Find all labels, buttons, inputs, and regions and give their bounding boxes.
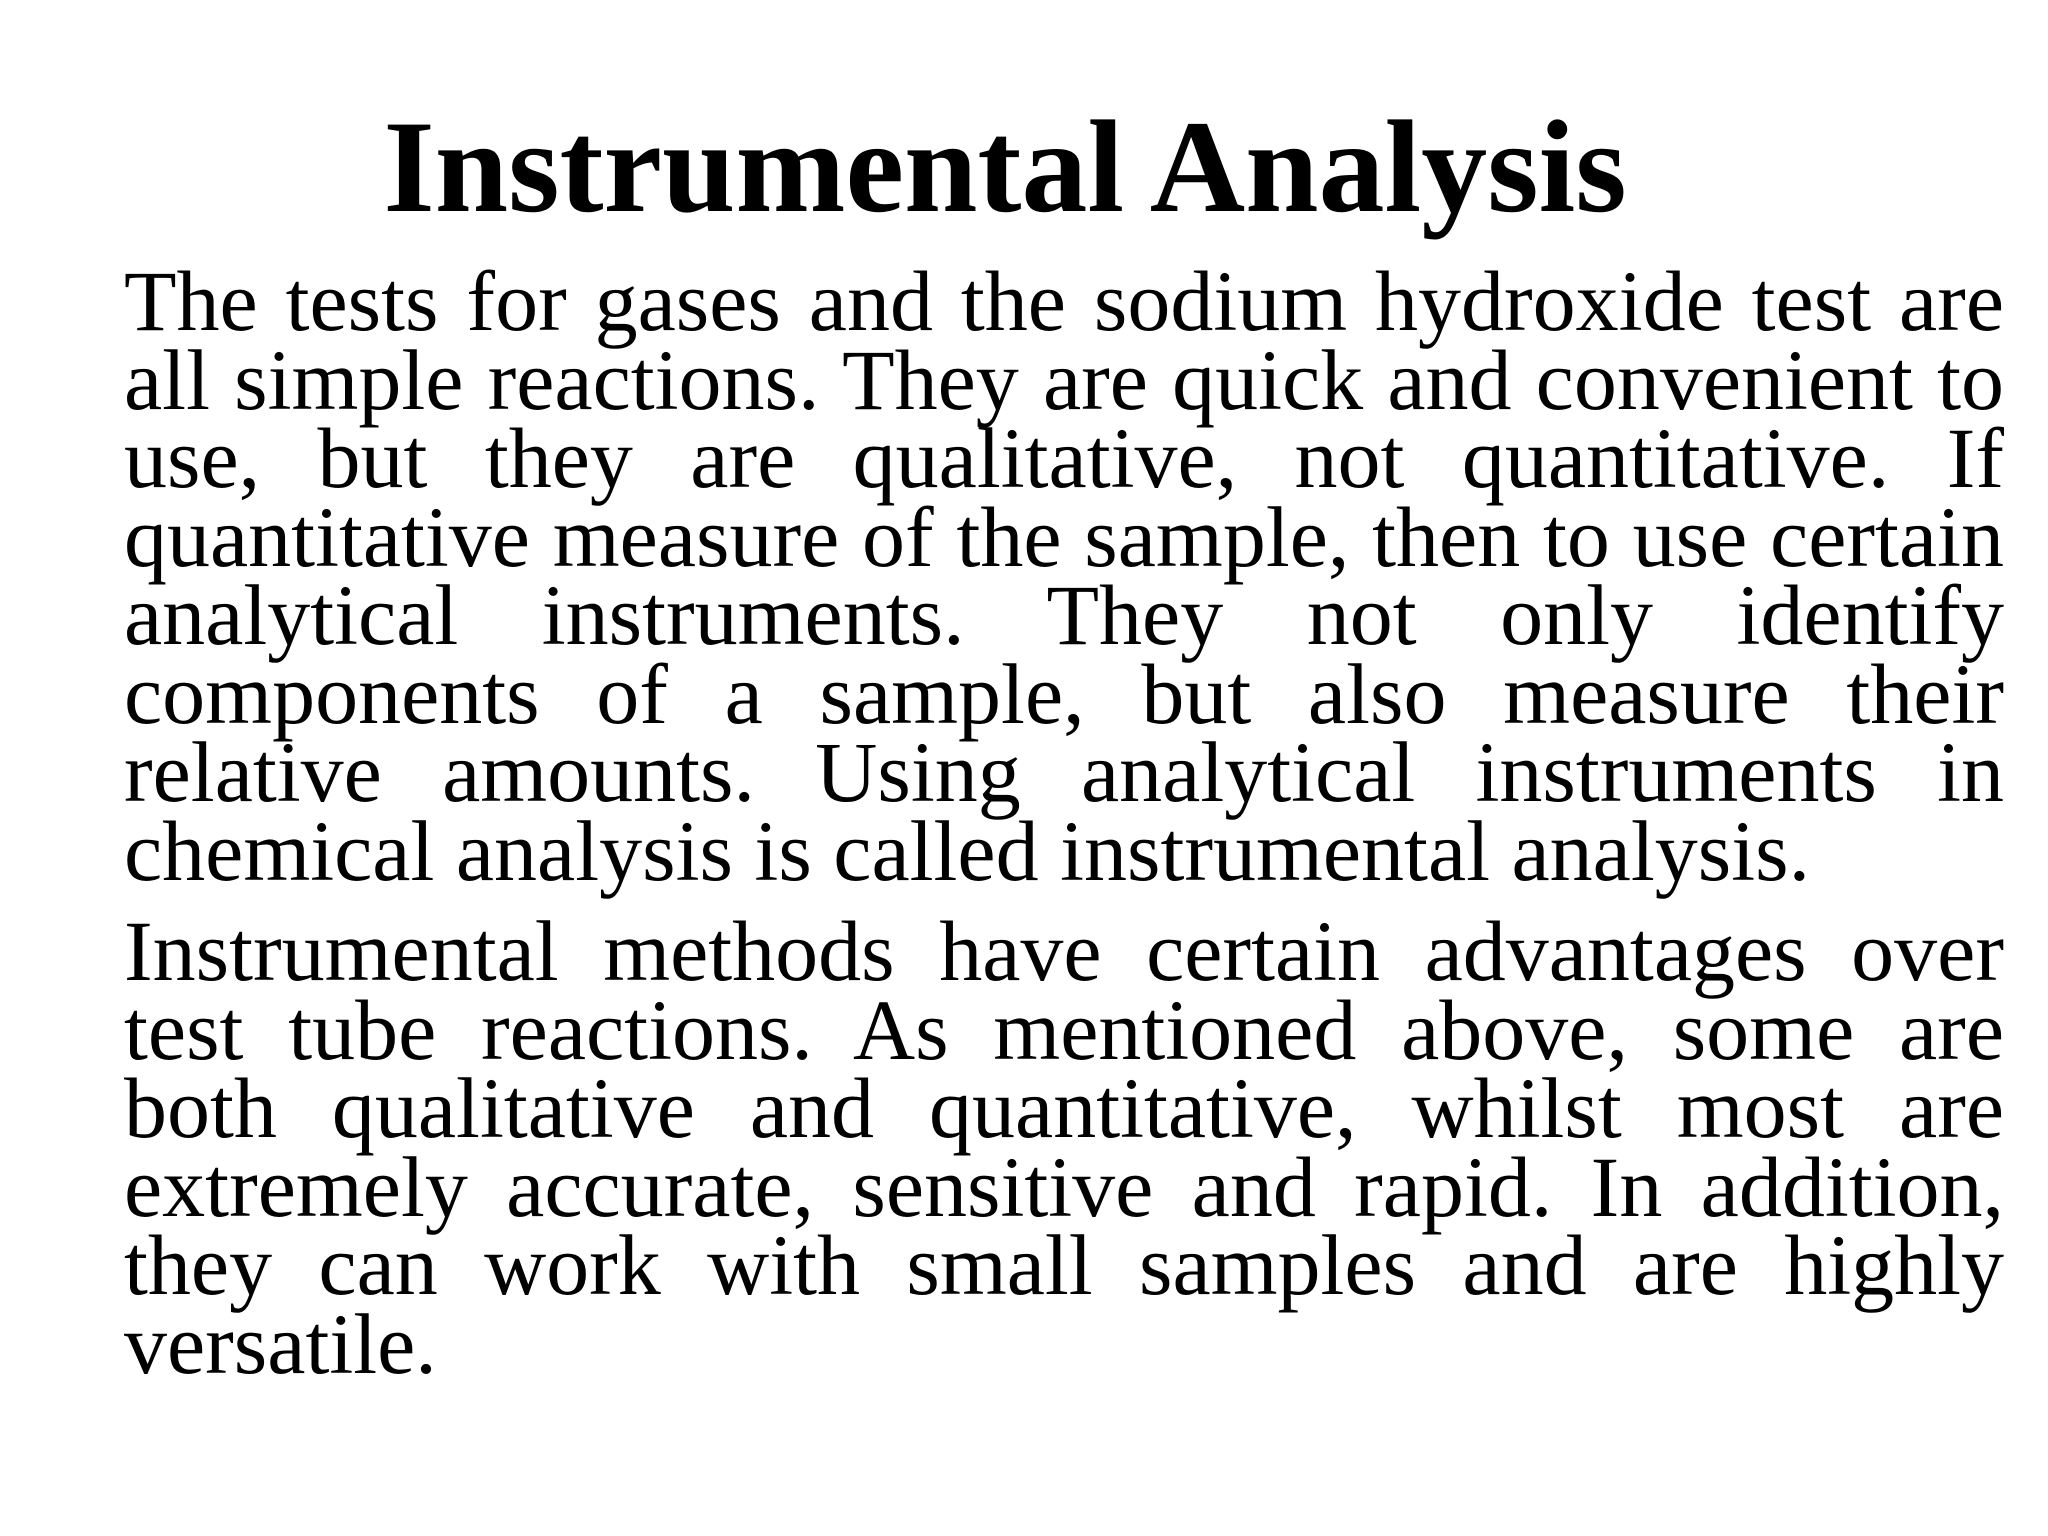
slide-body <box>124 253 2004 1392</box>
slide-title: Instrumental Analysis <box>383 93 1627 240</box>
body-paragraph-1: The tests for gases and the sodium hydroxide test are all simple reactions. They are quick and convenient to use, but they are qualitative, not quantitative. If quantitative measure of the sample, then to use certain analytical instruments. They not only identify components of a sample, but also measure their relative amounts. Using analytical instruments in chemical analysis is called instrumental analysis. <box>124 253 2004 899</box>
body-paragraph-2: Instrumental methods have certain advantages over test tube reactions. As mentioned above, some are both qualitative and quantitative, whilst most are extremely accurate, sensitive and rapid. In addition, they can work with small samples and are highly versatile. <box>124 903 2004 1392</box>
